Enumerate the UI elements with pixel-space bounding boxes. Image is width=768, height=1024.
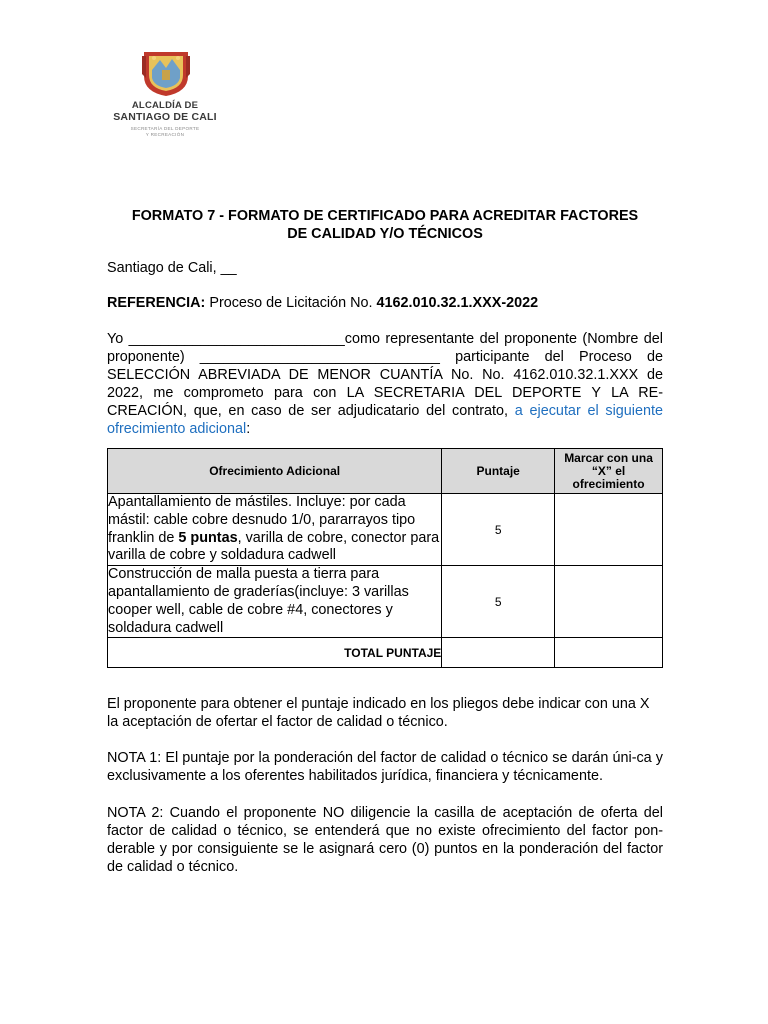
total-row [108, 638, 663, 668]
coat-of-arms-icon [140, 48, 192, 98]
commitment-text: Yo ___________________________como representante del proponente (Nombre del proponente) ______________________________ participante del Proceso de SELECCIÓN ABREVIADA DE MENOR CUANTÍA No. No. 4162.010.32.1.XXX de 2022, me comprometo para con LA SECRETARIA DEL DEPORTE Y LA RE-CREACIÓN, que, en caso de ser adjudicatario del contrato, [107, 331, 663, 419]
mark-cell[interactable] [555, 566, 663, 638]
nota-1-paragraph: NOTA 1: El puntaje por la ponderación del factor de calidad o técnico se darán úni-ca y exclusivamente a los oferentes habilitados jurídica, financiera y técnicamente. [107, 750, 663, 784]
commitment-end: : [246, 421, 251, 437]
total-value [442, 638, 555, 668]
description-text-end: , varilla de cobre, conector para varilla de cobre y soldadura cadwell [108, 529, 440, 564]
alcaldia-logo [108, 44, 222, 148]
offer-description [108, 494, 442, 566]
logo-subline-1: SECRETARÍA DEL DEPORTE [130, 126, 200, 131]
offer-description [108, 566, 442, 638]
document-title [107, 207, 663, 243]
offer-table [107, 448, 663, 668]
place-date-line: Santiago de Cali, __ [107, 260, 237, 276]
nota-2-paragraph: NOTA 2: Cuando el proponente NO diligencie la casilla de aceptación de oferta del factor de calidad o técnico, se entenderá que no existe ofrecimiento del factor pon-derable y por consiguiente se le asignará cero (0) puntos en la ponderación del factor de calidad o técnico. [107, 805, 663, 875]
reference-text: Proceso de Licitación No. [205, 295, 377, 311]
description-text: Apantallamiento de mástiles. Incluye: por cada mástil: cable cobre desnudo 1/0, pararrayos tipo franklin de [108, 494, 416, 546]
total-label: TOTAL PUNTAJE [108, 638, 442, 668]
table-header-row [108, 449, 663, 494]
logo-subline-2: Y RECREACIÓN [145, 132, 185, 137]
offer-score: 5 [442, 566, 555, 638]
offer-score: 5 [442, 494, 555, 566]
table-row [108, 566, 663, 638]
title-line-1: FORMATO 7 - FORMATO DE CERTIFICADO PARA ACREDITAR FACTORES [131, 208, 639, 224]
title-line-2: DE CALIDAD Y/O TÉCNICOS [287, 226, 483, 242]
reference-label: REFERENCIA: [107, 295, 206, 311]
mark-cell[interactable] [555, 494, 663, 566]
total-mark [555, 638, 663, 668]
reference-line [107, 294, 663, 312]
reference-number: 4162.010.32.1.XXX-2022 [376, 295, 539, 311]
header-score: Puntaje [442, 449, 555, 494]
commitment-paragraph [107, 330, 663, 438]
logo-line-1: ALCALDÍA DE [131, 100, 199, 111]
header-mark: Marcar con una “X” el ofrecimiento [555, 449, 663, 494]
logo-line-2: SANTIAGO DE CALI [113, 111, 217, 123]
description-bold: 5 puntas [178, 529, 238, 546]
header-offer: Ofrecimiento Adicional [108, 449, 442, 494]
commitment-highlight: a ejecutar el siguiente ofrecimiento adicional [107, 403, 664, 437]
instruction-paragraph: El proponente para obtener el puntaje indicado en los pliegos debe indicar con una X la aceptación de ofertar el factor de calidad o técnico. [107, 696, 650, 730]
table-row [108, 494, 663, 566]
description-text: Construcción de malla puesta a tierra para apantallamiento de graderías(incluye: 3 varillas cooper well, cable de cobre #4, conectores y soldadura cadwell [108, 566, 409, 636]
